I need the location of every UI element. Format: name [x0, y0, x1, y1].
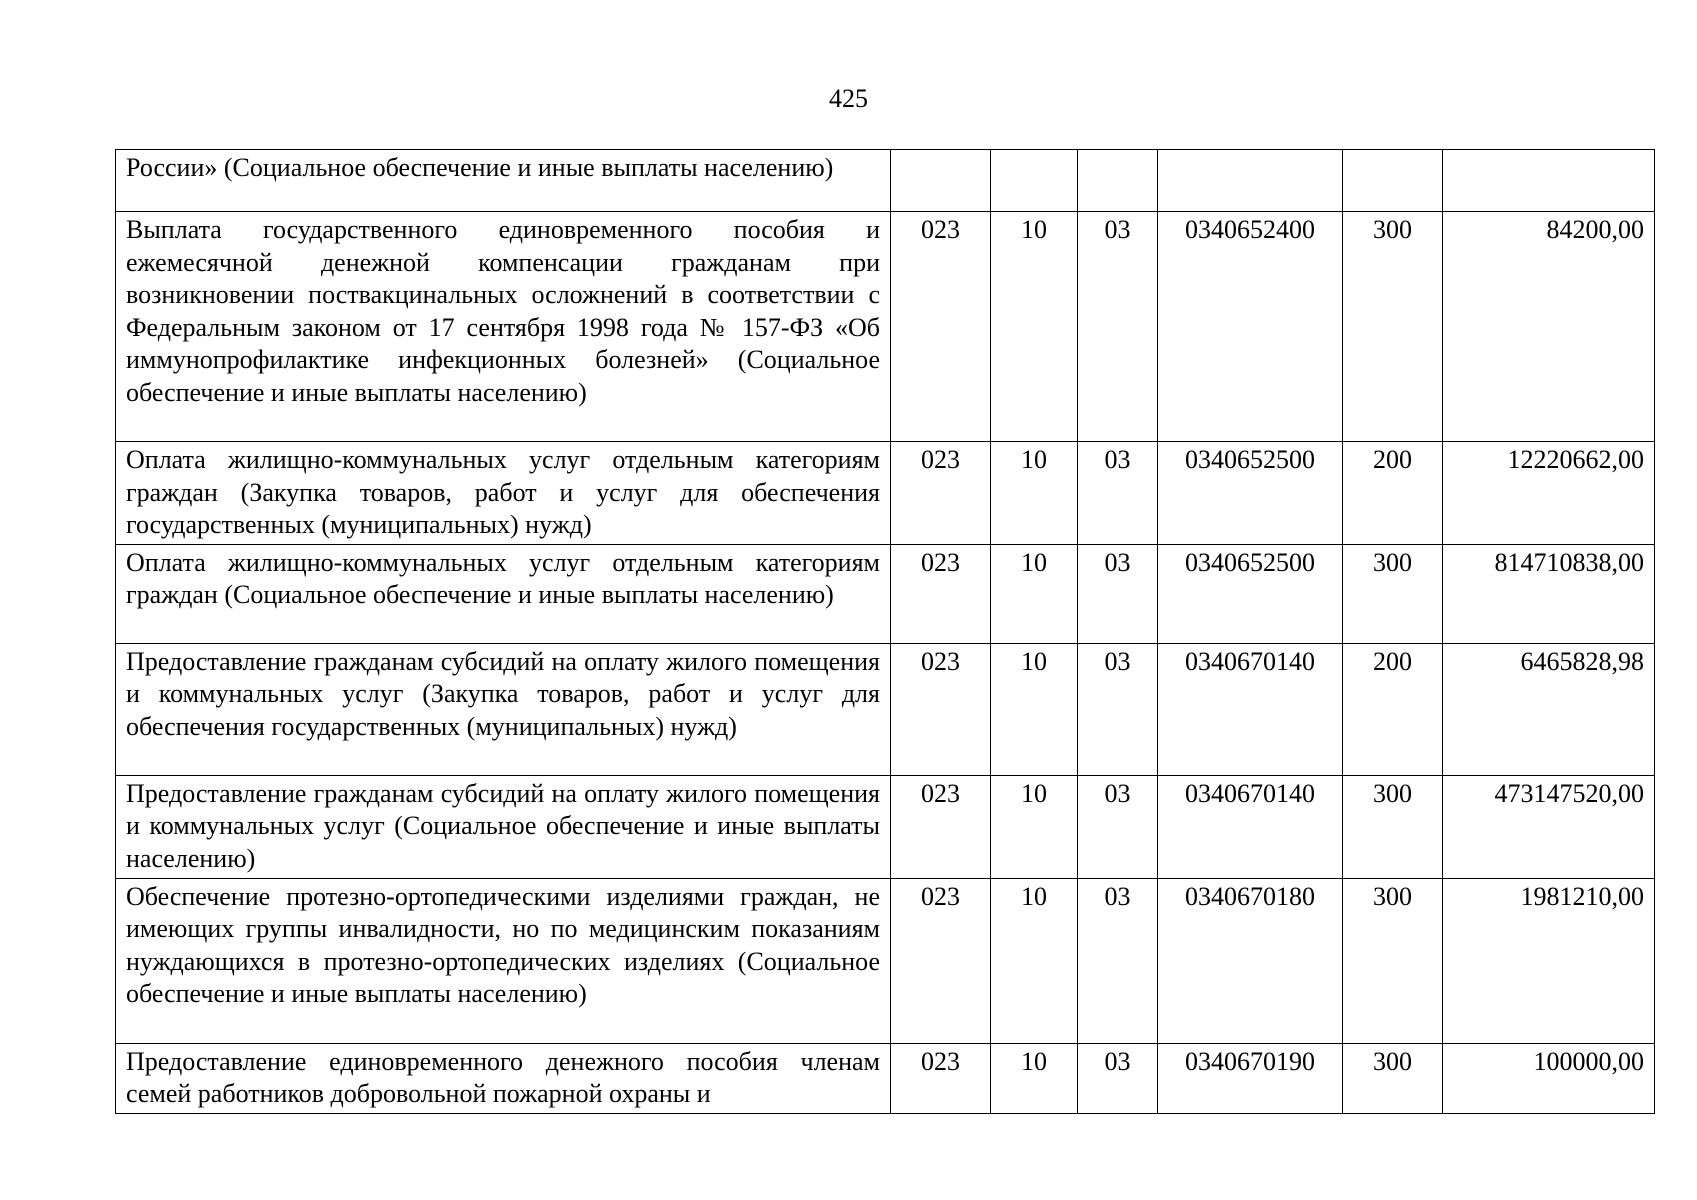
target-code-cell: 0340670140: [1158, 643, 1343, 775]
ministry-code-cell: 023: [891, 442, 991, 545]
expense-type-cell: 200: [1343, 643, 1443, 775]
ministry-code-cell: 023: [891, 1043, 991, 1113]
amount-cell: 473147520,00: [1443, 775, 1655, 878]
amount-cell: 6465828,98: [1443, 643, 1655, 775]
target-code-cell: 0340670140: [1158, 775, 1343, 878]
amount-cell: 1981210,00: [1443, 878, 1655, 1043]
amount-cell: 100000,00: [1443, 1043, 1655, 1113]
page-number: 425: [829, 84, 868, 113]
description-cell: России» (Социальное обеспечение и иные выплаты населению): [116, 150, 891, 212]
target-code-cell: [1158, 150, 1343, 212]
table-row: [116, 1043, 1655, 1113]
subsection-code-cell: [1078, 150, 1158, 212]
table-row: [116, 212, 1655, 442]
description-cell: Обеспечение протезно-ортопедическими изделиями граждан, не имеющих группы инвалидности, но по медицинским показаниям нуждающихся в протезно-ортопедических изделиях (Социальное обеспечение и иные выплаты населению): [116, 878, 891, 1043]
subsection-code-cell: 03: [1078, 544, 1158, 643]
table-row: [116, 442, 1655, 545]
description-cell: Предоставление гражданам субсидий на оплату жилого помещения и коммунальных услуг (Социальное обеспечение и иные выплаты населению): [116, 775, 891, 878]
subsection-code-cell: 03: [1078, 643, 1158, 775]
section-code-cell: 10: [991, 544, 1078, 643]
subsection-code-cell: 03: [1078, 212, 1158, 442]
table-row: [116, 150, 1655, 212]
description-cell: Оплата жилищно-коммунальных услуг отдельным категориям граждан (Закупка товаров, работ и услуг для обеспечения государственных (муниципальных) нужд): [116, 442, 891, 545]
table-row: [116, 544, 1655, 643]
section-code-cell: [991, 150, 1078, 212]
section-code-cell: 10: [991, 442, 1078, 545]
target-code-cell: 0340652500: [1158, 442, 1343, 545]
description-cell: Предоставление гражданам субсидий на оплату жилого помещения и коммунальных услуг (Закупка товаров, работ и услуг для обеспечения государственных (муниципальных) нужд): [116, 643, 891, 775]
subsection-code-cell: 03: [1078, 878, 1158, 1043]
subsection-code-cell: 03: [1078, 1043, 1158, 1113]
description-cell: Оплата жилищно-коммунальных услуг отдельным категориям граждан (Социальное обеспечение и иные выплаты населению): [116, 544, 891, 643]
table-row: [116, 878, 1655, 1043]
ministry-code-cell: 023: [891, 212, 991, 442]
ministry-code-cell: 023: [891, 544, 991, 643]
section-code-cell: 10: [991, 643, 1078, 775]
ministry-code-cell: 023: [891, 643, 991, 775]
target-code-cell: 0340652500: [1158, 544, 1343, 643]
ministry-code-cell: 023: [891, 775, 991, 878]
ministry-code-cell: [891, 150, 991, 212]
section-code-cell: 10: [991, 775, 1078, 878]
expense-type-cell: [1343, 150, 1443, 212]
amount-cell: 12220662,00: [1443, 442, 1655, 545]
expense-type-cell: 200: [1343, 442, 1443, 545]
description-cell: Предоставление единовременного денежного пособия членам семей работников добровольной пожарной охраны и: [116, 1043, 891, 1113]
target-code-cell: 0340670190: [1158, 1043, 1343, 1113]
amount-cell: 814710838,00: [1443, 544, 1655, 643]
expense-type-cell: 300: [1343, 878, 1443, 1043]
expense-type-cell: 300: [1343, 212, 1443, 442]
subsection-code-cell: 03: [1078, 442, 1158, 545]
section-code-cell: 10: [991, 1043, 1078, 1113]
expense-type-cell: 300: [1343, 775, 1443, 878]
table-row: [116, 775, 1655, 878]
description-cell: Выплата государственного единовременного пособия и ежемесячной денежной компенсации гражданам при возникновении поствакцинальных осложнений в соответствии с Федеральным законом от 17 сентября 1998 года № 157-ФЗ «Об иммунопрофилактике инфекционных болезней» (Социальное обеспечение и иные выплаты населению): [116, 212, 891, 442]
ministry-code-cell: 023: [891, 878, 991, 1043]
expense-type-cell: 300: [1343, 1043, 1443, 1113]
section-code-cell: 10: [991, 878, 1078, 1043]
subsection-code-cell: 03: [1078, 775, 1158, 878]
amount-cell: [1443, 150, 1655, 212]
target-code-cell: 0340652400: [1158, 212, 1343, 442]
expense-type-cell: 300: [1343, 544, 1443, 643]
budget-table: [115, 149, 1655, 1114]
table-row: [116, 643, 1655, 775]
section-code-cell: 10: [991, 212, 1078, 442]
target-code-cell: 0340670180: [1158, 878, 1343, 1043]
amount-cell: 84200,00: [1443, 212, 1655, 442]
